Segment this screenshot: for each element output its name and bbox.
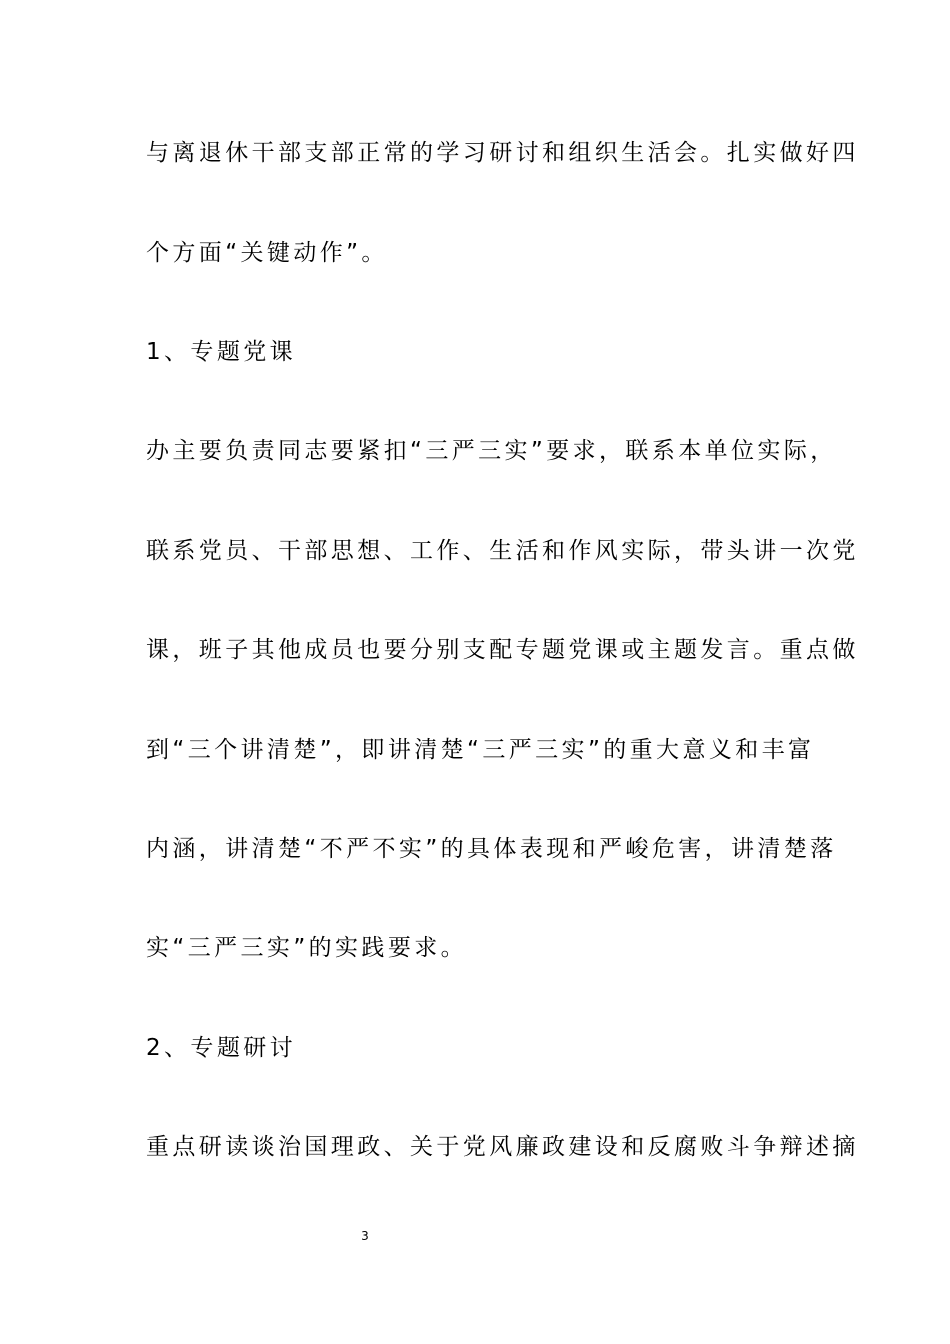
body-text-line: 个方面“关键动作”。 bbox=[146, 240, 388, 266]
body-text-line: 与离退休干部支部正常的学习研讨和组织生活会。扎实做好四 bbox=[146, 140, 859, 166]
body-text-line: 实“三严三实”的实践要求。 bbox=[146, 935, 468, 961]
body-text-line: 联系党员、干部思想、工作、生活和作风实际，带头讲一次党 bbox=[146, 538, 859, 564]
section-heading: 2、专题研讨 bbox=[146, 1035, 297, 1061]
body-text-line: 重点研读谈治国理政、关于党风廉政建设和反腐败斗争辩述摘 bbox=[146, 1134, 859, 1160]
body-text-line: 内涵，讲清楚“不严不实”的具体表现和严峻危害，讲清楚落 bbox=[146, 836, 837, 862]
body-text-line: 到“三个讲清楚”，即讲清楚“三严三实”的重大意义和丰富 bbox=[146, 737, 815, 763]
body-text-line: 办主要负责同志要紧扣“三严三实”要求，联系本单位实际， bbox=[146, 438, 837, 464]
section-heading: 1、专题党课 bbox=[146, 339, 297, 365]
body-text-line: 课，班子其他成员也要分别支配专题党课或主题发言。重点做 bbox=[146, 637, 859, 663]
page-number: 3 bbox=[361, 1229, 369, 1243]
